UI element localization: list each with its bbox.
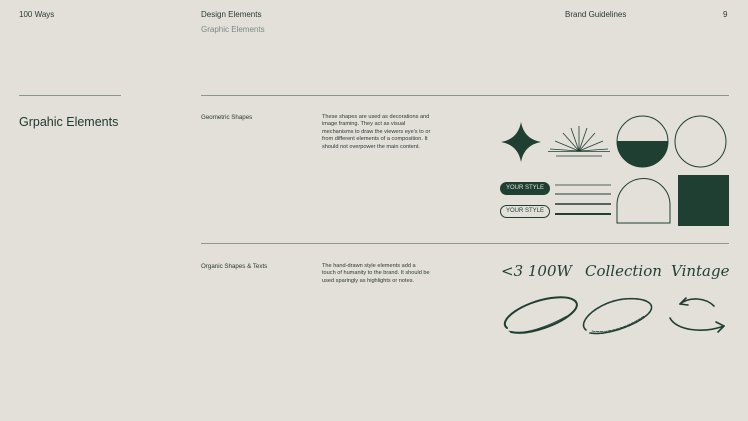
doc-title: Brand Guidelines (565, 10, 627, 19)
four-point-star-icon (500, 121, 542, 163)
geometric-label: Geometric Shapes (201, 114, 253, 121)
curved-arrows-icon (666, 294, 728, 334)
organic-label: Organic Shapes & Texts (201, 263, 268, 270)
style-pill-outline: YOUR STYLE (500, 205, 550, 218)
page-number: 9 (723, 10, 728, 19)
hand-text-love: <3 100W (501, 262, 572, 280)
section-name: Design Elements (201, 10, 262, 19)
hand-drawn-ellipse-icon (501, 294, 581, 336)
sunburst-icon (548, 124, 610, 158)
organic-description: The hand-drawn style elements add a touch of humanity to the brand. It should be used sparingly as highlights or notes. (322, 263, 430, 284)
hand-text-collection: Collection (585, 262, 662, 280)
title-rule (19, 95, 121, 96)
filled-square-icon (678, 175, 729, 226)
arch-icon (616, 178, 671, 224)
brand-name: 100 Ways (19, 10, 55, 19)
section-top-rule (201, 95, 729, 96)
style-pill-filled: YOUR STYLE (500, 182, 550, 195)
section-middle-rule (201, 243, 729, 244)
outline-circle-icon (674, 115, 727, 168)
geometric-description: These shapes are used as decorations and image framing. They act as visual mechanisms to draw the viewers eye's to or from different elements of a composition. It should not overpower the main content. (322, 114, 431, 150)
half-filled-circle-icon (616, 115, 669, 168)
page-title: Grpahic Elements (19, 115, 119, 129)
sketch-ellipse-icon (578, 296, 656, 336)
subsection-name: Graphic Elements (201, 25, 265, 34)
stripe-lines-icon (555, 184, 611, 216)
hand-text-vintage: Vintage (671, 262, 730, 280)
